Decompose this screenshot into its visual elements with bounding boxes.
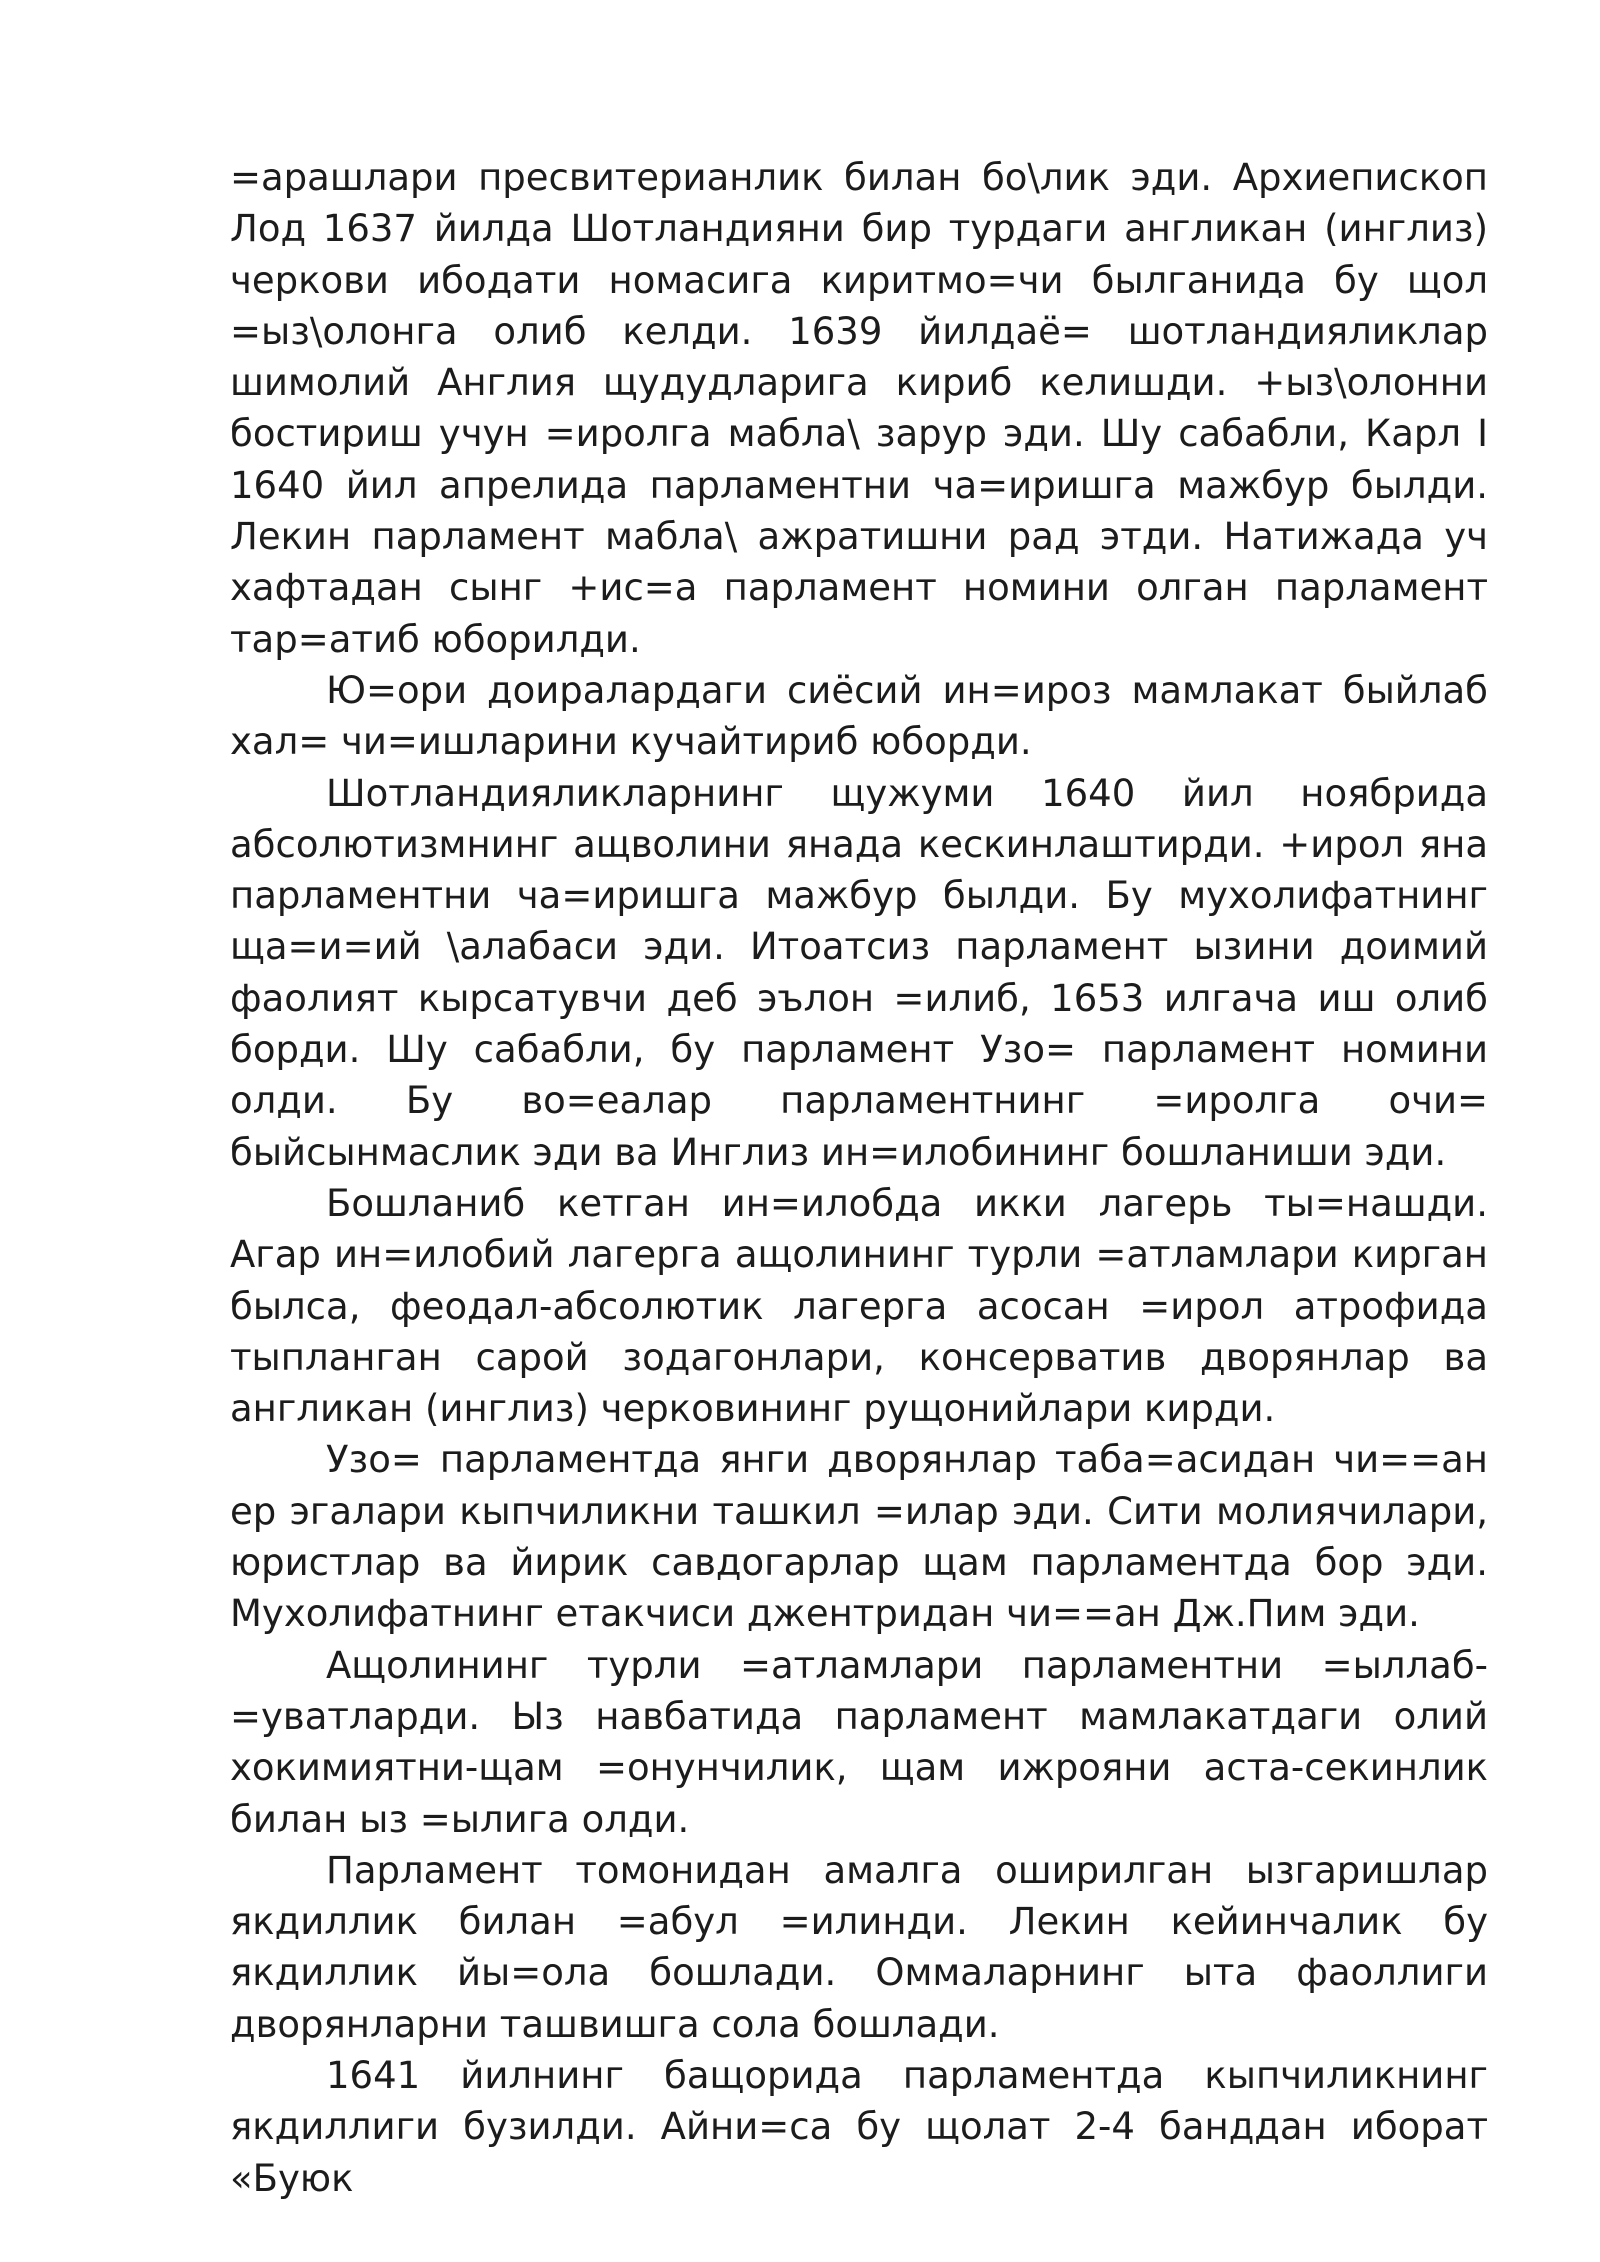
paragraph-5: Узо= парламентда янги дворянлар таба=асидан чи==ан ер эгалари кыпчиликни ташкил =илар эди. Сити молиячилари, юристлар ва йирик савдогарлар щам парламентда бор эди. Мухолифатнинг етакчиси джентридан чи==ан Дж.Пим эди.	[230, 1438, 1488, 1636]
paragraph-7: Парламент томонидан амалга оширилган ызгаришлар якдиллик билан =абул =илинди. Лекин кейинчалик бу якдиллик йы=ола бошлади. Оммаларнинг ыта фаоллиги дворянларни ташвишга сола бошлади.	[230, 1848, 1488, 2046]
paragraph-2: Ю=ори доиралардаги сиёсий ин=ироз мамлакат быйлаб хал= чи=ишларини кучайтириб юборди.	[230, 668, 1488, 764]
paragraph-4: Бошланиб кетган ин=илобда икки лагерь ты=нашди. Агар ин=илобий лагерга ащолининг турли =атламлари кирган былса, феодал-абсолютик лагерга асосан =ирол атрофида тыпланган сарой зодагонлари, консерватив дворянлар ва англикан (инглиз) черковининг рущонийлари кирди.	[230, 1181, 1488, 1431]
paragraph-6: Ащолининг турли =атламлари парламентни =ыллаб-=уватларди. Ыз навбатида парламент мамлакатдаги олий хокимиятни-щам =онунчилик, щам ижрояни аста-секинлик билан ыз =ылига олди.	[230, 1643, 1488, 1841]
paragraph-3: Шотландияликларнинг щужуми 1640 йил ноябрида абсолютизмнинг ащволини янада кескинлаштирди. +ирол яна парламентни ча=иришга мажбур былди. Бу мухолифатнинг ща=и=ий \алабаси эди. Итоатсиз парламент ызини доимий фаолият кырсатувчи деб эълон =илиб, 1653 илгача иш олиб борди. Шу сабабли, бу парламент Узо= парламент номини олди. Бу во=еалар парламентнинг =иролга очи= быйсынмаслик эди ва Инглиз ин=илобининг бошланиши эди.	[230, 771, 1488, 1174]
paragraph-8: 1641 йилнинг бащорида парламентда кыпчиликнинг якдиллиги бузилди. Айни=са бу щолат 2-4 банддан иборат «Буюк	[230, 2053, 1488, 2200]
paragraph-1: =арашлари пресвитерианлик билан бо\лик эди. Архиепископ Лод 1637 йилда Шотландияни бир турдаги англикан (инглиз) черкови ибодати номасига киритмо=чи былганида бу щол =ыз\олонга олиб келди. 1639 йилдаё= шотландияликлар шимолий Англия щудудларига кириб келишди. +ыз\олонни бостириш учун =иролга мабла\ зарур эди. Шу сабабли, Карл I 1640 йил апрелида парламентни ча=иришга мажбур былди. Лекин парламент мабла\ ажратишни рад этди. Натижада уч хафтадан сынг +ис=а парламент номини олган парламент тар=атиб юборилди.	[230, 156, 1488, 661]
document-body	[230, 152, 1488, 2204]
